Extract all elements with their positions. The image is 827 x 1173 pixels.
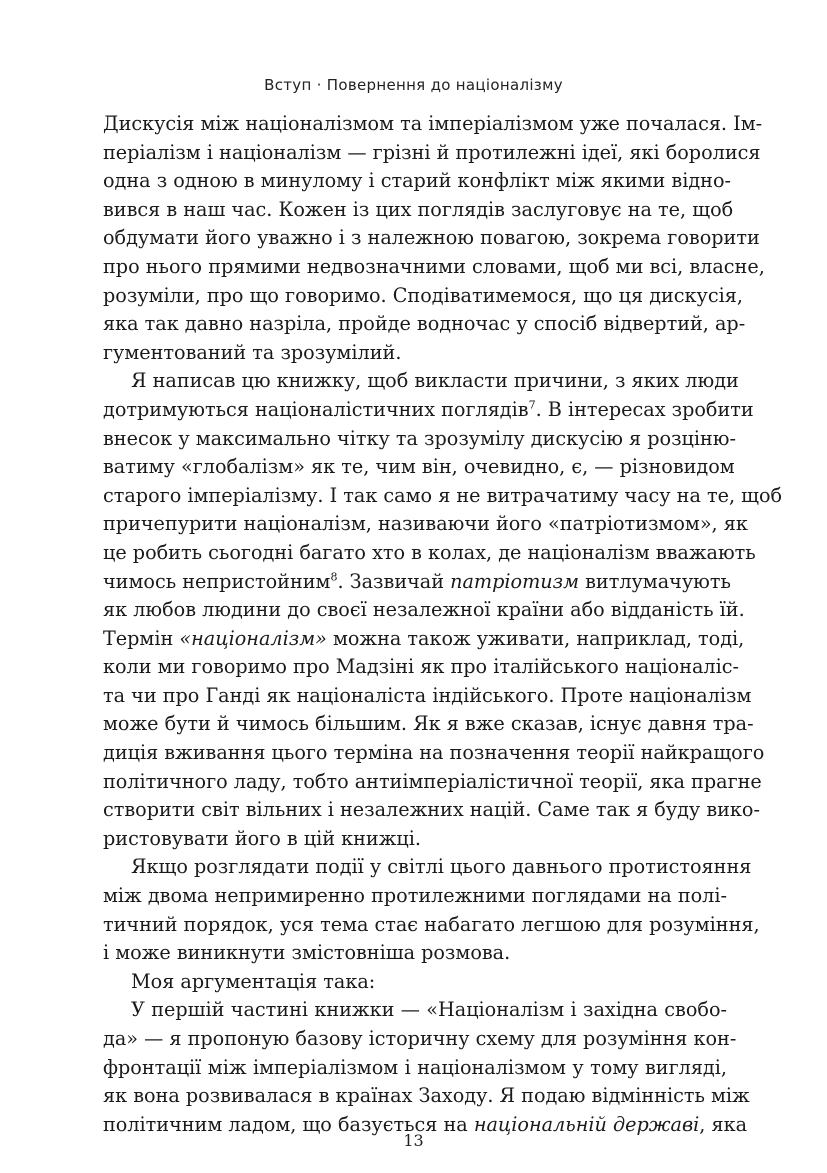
- paragraph-3: [103, 853, 760, 967]
- footnote-ref-8[interactable]: 8: [330, 570, 338, 584]
- text-line: коли ми говоримо про Мадзіні як про італійського націоналіс-: [103, 655, 739, 679]
- text-line: Дискусія між націоналізмом та імперіалізмом уже почалася. Ім-: [103, 112, 763, 135]
- text-line: між двома непримиренно протилежними поглядами на полі-: [103, 884, 727, 908]
- body-text: [103, 110, 783, 1139]
- text-line: У першій частині книжки — «Націоналізм і західна свобо-: [131, 998, 727, 1022]
- paragraph-2: [103, 367, 783, 853]
- text-line: фронтації між імперіалізмом і націоналізмом у тому вигляді,: [103, 1055, 727, 1079]
- text-fragment: політичним ладом, що базується на: [103, 1112, 468, 1136]
- text-fragment: можна також уживати, наприклад, тоді,: [326, 626, 745, 650]
- text-line: обдумати його уважно і з належною повагою, зокрема говорити: [103, 226, 760, 250]
- text-line: старого імперіалізму. І так само я не витрачатиму часу на те, щоб: [103, 483, 783, 507]
- text-line: як вона розвивалася в країнах Заходу. Я подаю відмінність між: [103, 1084, 750, 1108]
- text-line: ватиму «глобалізм» як те, чим він, очевидно, є, — різновидом: [103, 455, 735, 479]
- text-fragment: . Зазвичай: [337, 569, 451, 593]
- text-line: одна з одною в минулому і старий конфлікт між якими відно-: [103, 169, 731, 193]
- text-line: Я написав цю книжку, щоб викласти причини, з яких люди: [131, 369, 739, 393]
- text-line: як любов людини до своєї незалежної країни або відданість їй.: [103, 598, 745, 622]
- text-line: розуміли, про що говоримо. Сподіватимемося, що ця дискусія,: [103, 283, 743, 307]
- italic-term: патріотизм: [450, 569, 580, 593]
- text-line: причепурити націоналізм, називаючи його «патріотизмом», як: [103, 512, 748, 536]
- text-line: ристовувати його в цій книжці.: [103, 826, 421, 850]
- text-line: яка так давно назріла, пройде водночас у спосіб відвертий, ар-: [103, 312, 746, 336]
- text-line: Моя аргументація така:: [131, 969, 376, 993]
- text-line: вився в наш час. Кожен із цих поглядів заслуговує на те, щоб: [103, 197, 734, 221]
- text-fragment: . В інтересах зробити: [535, 397, 754, 421]
- italic-term: національній державі: [473, 1112, 700, 1136]
- text-fragment: , яка: [699, 1112, 748, 1136]
- text-line: внесок у максимально чітку та зрозумілу дискусію я розціню-: [103, 426, 736, 450]
- text-line: та чи про Ганді як націоналіста індійського. Проте націоналізм: [103, 683, 752, 707]
- text-line: періалізм і націоналізм — грізні й протилежні ідеї, які боролися: [103, 140, 761, 164]
- text-line: Якщо розглядати події у світлі цього давнього протистояння: [131, 855, 752, 879]
- text-line: і може виникнути змістовніша розмова.: [103, 941, 511, 965]
- footnote-ref-7[interactable]: 7: [528, 398, 536, 412]
- text-fragment: витлумачують: [579, 569, 731, 593]
- running-head: [0, 76, 827, 94]
- text-line: да» — я пропоную базову історичну схему для розуміння кон-: [103, 1027, 737, 1050]
- text-line: [103, 568, 731, 597]
- italic-term: «націоналізм»: [179, 626, 327, 650]
- text-line: може бути й чимось більшим. Як я вже сказав, існує давня тра-: [103, 712, 754, 736]
- paragraph-5: [103, 996, 750, 1139]
- text-line: [103, 625, 745, 654]
- text-fragment: дотримуються націоналістичних поглядів: [103, 397, 529, 421]
- text-line: про нього прямими недвозначними словами, щоб ми всі, власне,: [103, 254, 765, 278]
- paragraph-1: [103, 110, 765, 367]
- text-line: тичний порядок, уся тема стає набагато легшою для розуміння,: [103, 912, 760, 936]
- page-number: 13: [403, 1131, 424, 1150]
- running-head-text: Вступ · Повернення до націоналізму: [264, 76, 563, 94]
- text-line: гументований та зрозумілий.: [103, 340, 402, 364]
- text-line: це робить сьогодні багато хто в колах, де націоналізм вважають: [103, 540, 756, 564]
- text-line: [103, 396, 754, 425]
- text-fragment: чимось непристойним: [103, 569, 331, 593]
- text-line: створити світ вільних і незалежних націй. Саме так я буду вико-: [103, 798, 760, 822]
- text-line: політичного ладу, тобто антиімперіалістичної теорії, яка прагне: [103, 769, 762, 793]
- paragraph-4: [103, 968, 727, 997]
- text-line: диція вживання цього терміна на позначення теорії найкращого: [103, 741, 765, 765]
- text-fragment: Термін: [103, 626, 174, 650]
